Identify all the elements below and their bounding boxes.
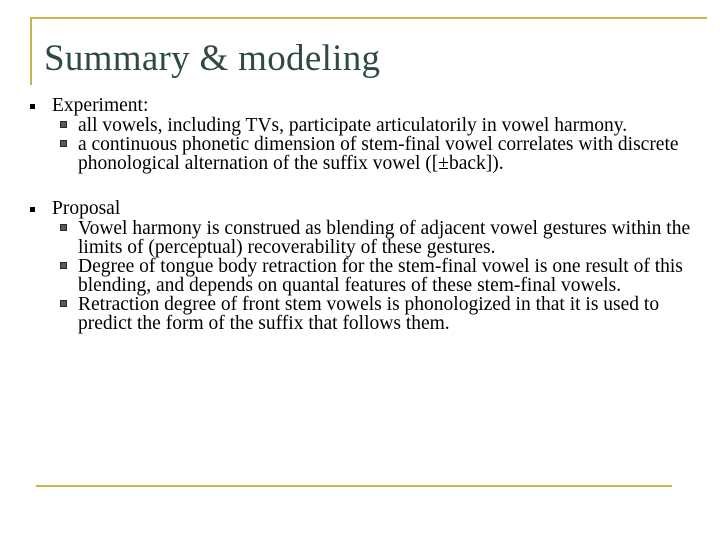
- sub-bullet-text: Degree of tongue body retraction for the stem-final vowel is one result of this blending, and depends on quantal features of these stem-final vowels.: [78, 256, 683, 296]
- square-sub-bullet-icon: [60, 300, 67, 307]
- square-sub-bullet-icon: [60, 262, 67, 269]
- slide-body: [0, 96, 720, 333]
- sub-bullet-item: [52, 257, 720, 295]
- sub-bullet-item: [52, 295, 720, 333]
- square-sub-bullet-icon: [60, 121, 67, 128]
- bullet-proposal-label: Proposal: [52, 198, 121, 219]
- sub-bullet-item: [52, 135, 720, 173]
- sub-bullet-text: a continuous phonetic dimension of stem-final vowel correlates with discrete phonological alternation of the suffix vowel ([±back]).: [78, 134, 679, 174]
- bullet-experiment-label: Experiment:: [52, 95, 149, 116]
- sub-bullet-text: Retraction degree of front stem vowels is phonologized in that it is used to predict the form of the suffix that follows them.: [78, 294, 660, 334]
- sub-bullet-item: [52, 116, 720, 135]
- bullet-proposal: [0, 199, 720, 333]
- square-sub-bullet-icon: [60, 140, 67, 147]
- frame-bottom-rule: [36, 485, 672, 487]
- sub-bullet-text: Vowel harmony is construed as blending of adjacent vowel gestures within the limits of (perceptual) recoverability of these gestures.: [78, 218, 691, 258]
- bullet-experiment: [0, 96, 720, 173]
- square-bullet-icon: [30, 104, 35, 109]
- sub-bullet-item: [52, 219, 720, 257]
- frame-top-rule: [30, 17, 707, 19]
- square-bullet-icon: [30, 207, 35, 212]
- frame-left-rule: [30, 17, 32, 85]
- sub-bullet-text: all vowels, including TVs, participate articulatorily in vowel harmony.: [78, 115, 628, 136]
- slide-title: Summary & modeling: [44, 38, 381, 79]
- square-sub-bullet-icon: [60, 224, 67, 231]
